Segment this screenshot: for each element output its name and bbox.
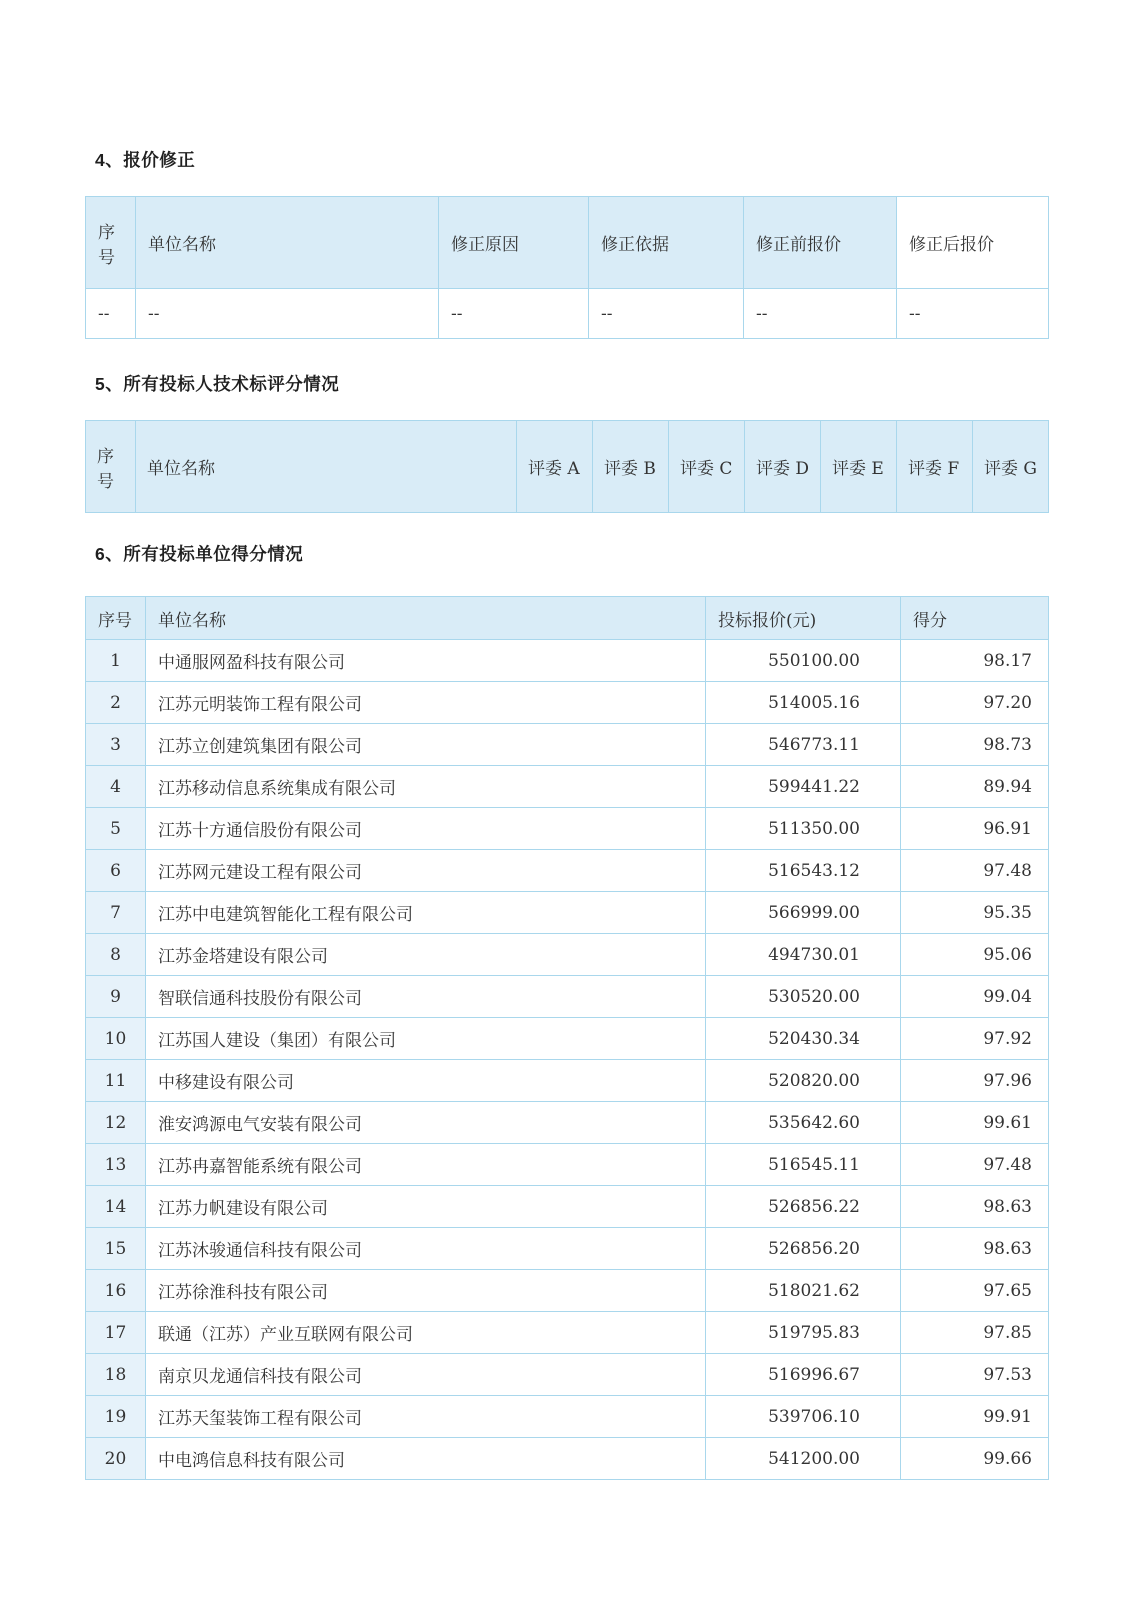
col-header-judge-b: 评委 B <box>593 421 669 513</box>
col-header-judge-c: 评委 C <box>669 421 745 513</box>
col-header-seq: 序号 <box>86 197 136 289</box>
seq-cell: 13 <box>86 1144 146 1186</box>
price-correction-empty-row <box>86 289 1049 339</box>
score-cell: 97.92 <box>901 1018 1049 1060</box>
seq-cell: 2 <box>86 682 146 724</box>
table-row <box>86 892 1049 934</box>
seq-cell: 7 <box>86 892 146 934</box>
company-name-cell: 江苏立创建筑集团有限公司 <box>146 724 706 766</box>
bidder-score-table-body <box>86 640 1049 1480</box>
seq-cell: 3 <box>86 724 146 766</box>
correction-reason-cell: -- <box>439 289 589 339</box>
bid-price-cell: 526856.22 <box>706 1186 901 1228</box>
seq-cell: 15 <box>86 1228 146 1270</box>
seq-cell: 9 <box>86 976 146 1018</box>
score-cell: 98.63 <box>901 1186 1049 1228</box>
table-row <box>86 976 1049 1018</box>
table-row <box>86 766 1049 808</box>
seq-cell: 17 <box>86 1312 146 1354</box>
score-cell: 89.94 <box>901 766 1049 808</box>
col-header-price-before: 修正前报价 <box>744 197 897 289</box>
score-cell: 99.61 <box>901 1102 1049 1144</box>
col-header-seq: 序号 <box>86 421 136 513</box>
table-row <box>86 850 1049 892</box>
company-name-cell: 南京贝龙通信科技有限公司 <box>146 1354 706 1396</box>
company-name-cell: 江苏十方通信股份有限公司 <box>146 808 706 850</box>
seq-cell: 10 <box>86 1018 146 1060</box>
col-header-judge-g: 评委 G <box>973 421 1049 513</box>
bid-price-cell: 518021.62 <box>706 1270 901 1312</box>
company-name-cell: 智联信通科技股份有限公司 <box>146 976 706 1018</box>
price-after-cell: -- <box>897 289 1049 339</box>
company-name-cell: 联通（江苏）产业互联网有限公司 <box>146 1312 706 1354</box>
correction-basis-cell: -- <box>589 289 744 339</box>
score-cell: 95.06 <box>901 934 1049 976</box>
bidder-score-header-row <box>86 597 1049 640</box>
score-cell: 98.73 <box>901 724 1049 766</box>
bid-price-cell: 516543.12 <box>706 850 901 892</box>
company-name-cell: 江苏移动信息系统集成有限公司 <box>146 766 706 808</box>
seq-cell: 16 <box>86 1270 146 1312</box>
seq-cell: 4 <box>86 766 146 808</box>
table-row <box>86 934 1049 976</box>
bid-price-cell: 566999.00 <box>706 892 901 934</box>
col-header-price-after: 修正后报价 <box>897 197 1049 289</box>
col-header-company: 单位名称 <box>136 421 517 513</box>
seq-cell: 5 <box>86 808 146 850</box>
bid-price-cell: 550100.00 <box>706 640 901 682</box>
col-header-judge-a: 评委 A <box>517 421 593 513</box>
table-row <box>86 1396 1049 1438</box>
bid-price-cell: 520820.00 <box>706 1060 901 1102</box>
table-row <box>86 1354 1049 1396</box>
section-6-title: 6、所有投标单位得分情况 <box>95 544 304 564</box>
score-cell: 97.53 <box>901 1354 1049 1396</box>
col-header-judge-e: 评委 E <box>821 421 897 513</box>
col-header-seq: 序号 <box>86 597 146 640</box>
col-header-correction-reason: 修正原因 <box>439 197 589 289</box>
table-row <box>86 682 1049 724</box>
bid-price-cell: 526856.20 <box>706 1228 901 1270</box>
table-row <box>86 1102 1049 1144</box>
table-row <box>86 1438 1049 1480</box>
col-header-judge-f: 评委 F <box>897 421 973 513</box>
company-name-cell: 江苏冉嘉智能系统有限公司 <box>146 1144 706 1186</box>
col-header-judge-d: 评委 D <box>745 421 821 513</box>
col-header-company: 单位名称 <box>146 597 706 640</box>
score-cell: 99.91 <box>901 1396 1049 1438</box>
company-name-cell: 江苏网元建设工程有限公司 <box>146 850 706 892</box>
score-cell: 99.66 <box>901 1438 1049 1480</box>
bid-price-cell: 511350.00 <box>706 808 901 850</box>
score-cell: 97.20 <box>901 682 1049 724</box>
bid-price-cell: 520430.34 <box>706 1018 901 1060</box>
company-name-cell: 江苏中电建筑智能化工程有限公司 <box>146 892 706 934</box>
score-cell: 97.85 <box>901 1312 1049 1354</box>
bid-price-cell: 519795.83 <box>706 1312 901 1354</box>
table-row <box>86 808 1049 850</box>
table-row <box>86 1270 1049 1312</box>
company-name-cell: 中移建设有限公司 <box>146 1060 706 1102</box>
bid-price-cell: 530520.00 <box>706 976 901 1018</box>
bid-price-cell: 516996.67 <box>706 1354 901 1396</box>
company-name-cell: 江苏沐骏通信科技有限公司 <box>146 1228 706 1270</box>
bid-price-cell: 516545.11 <box>706 1144 901 1186</box>
table-row <box>86 724 1049 766</box>
company-name-cell: -- <box>136 289 439 339</box>
company-name-cell: 江苏元明装饰工程有限公司 <box>146 682 706 724</box>
score-cell: 97.48 <box>901 850 1049 892</box>
bid-price-cell: 539706.10 <box>706 1396 901 1438</box>
bid-price-cell: 514005.16 <box>706 682 901 724</box>
price-correction-table <box>85 196 1049 339</box>
table-row <box>86 1018 1049 1060</box>
section-price-correction <box>85 147 1046 339</box>
company-name-cell: 中电鸿信息科技有限公司 <box>146 1438 706 1480</box>
table-row <box>86 1144 1049 1186</box>
score-cell: 98.17 <box>901 640 1049 682</box>
company-name-cell: 江苏天玺装饰工程有限公司 <box>146 1396 706 1438</box>
technical-score-table <box>85 420 1049 513</box>
company-name-cell: 江苏国人建设（集团）有限公司 <box>146 1018 706 1060</box>
seq-cell: 19 <box>86 1396 146 1438</box>
price-correction-header-row <box>86 197 1049 289</box>
company-name-cell: 江苏金塔建设有限公司 <box>146 934 706 976</box>
bid-price-cell: 494730.01 <box>706 934 901 976</box>
bid-price-cell: 599441.22 <box>706 766 901 808</box>
seq-cell: 11 <box>86 1060 146 1102</box>
score-cell: 95.35 <box>901 892 1049 934</box>
bid-price-cell: 535642.60 <box>706 1102 901 1144</box>
score-cell: 97.48 <box>901 1144 1049 1186</box>
spacer <box>85 513 1046 541</box>
table-row <box>86 1060 1049 1102</box>
bid-price-cell: 541200.00 <box>706 1438 901 1480</box>
seq-cell: 20 <box>86 1438 146 1480</box>
score-cell: 96.91 <box>901 808 1049 850</box>
company-name-cell: 江苏力帆建设有限公司 <box>146 1186 706 1228</box>
technical-score-header-row <box>86 421 1049 513</box>
seq-cell: 18 <box>86 1354 146 1396</box>
col-header-company: 单位名称 <box>136 197 439 289</box>
company-name-cell: 江苏徐淮科技有限公司 <box>146 1270 706 1312</box>
table-row <box>86 1312 1049 1354</box>
section-bidder-scores <box>85 541 1046 1480</box>
seq-cell: -- <box>86 289 136 339</box>
score-cell: 97.65 <box>901 1270 1049 1312</box>
price-before-cell: -- <box>744 289 897 339</box>
table-row <box>86 1228 1049 1270</box>
section-4-title: 4、报价修正 <box>95 150 196 170</box>
seq-cell: 8 <box>86 934 146 976</box>
spacer <box>85 339 1046 371</box>
seq-cell: 14 <box>86 1186 146 1228</box>
company-name-cell: 中通服网盈科技有限公司 <box>146 640 706 682</box>
col-header-correction-basis: 修正依据 <box>589 197 744 289</box>
bid-price-cell: 546773.11 <box>706 724 901 766</box>
section-5-title: 5、所有投标人技术标评分情况 <box>95 374 340 394</box>
score-cell: 98.63 <box>901 1228 1049 1270</box>
section-technical-scores <box>85 371 1046 513</box>
col-header-score: 得分 <box>901 597 1049 640</box>
seq-cell: 6 <box>86 850 146 892</box>
score-cell: 99.04 <box>901 976 1049 1018</box>
table-row <box>86 640 1049 682</box>
company-name-cell: 淮安鸿源电气安装有限公司 <box>146 1102 706 1144</box>
bidder-score-table <box>85 596 1049 1480</box>
seq-cell: 1 <box>86 640 146 682</box>
table-row <box>86 1186 1049 1228</box>
score-cell: 97.96 <box>901 1060 1049 1102</box>
col-header-bid-price: 投标报价(元) <box>706 597 901 640</box>
seq-cell: 12 <box>86 1102 146 1144</box>
